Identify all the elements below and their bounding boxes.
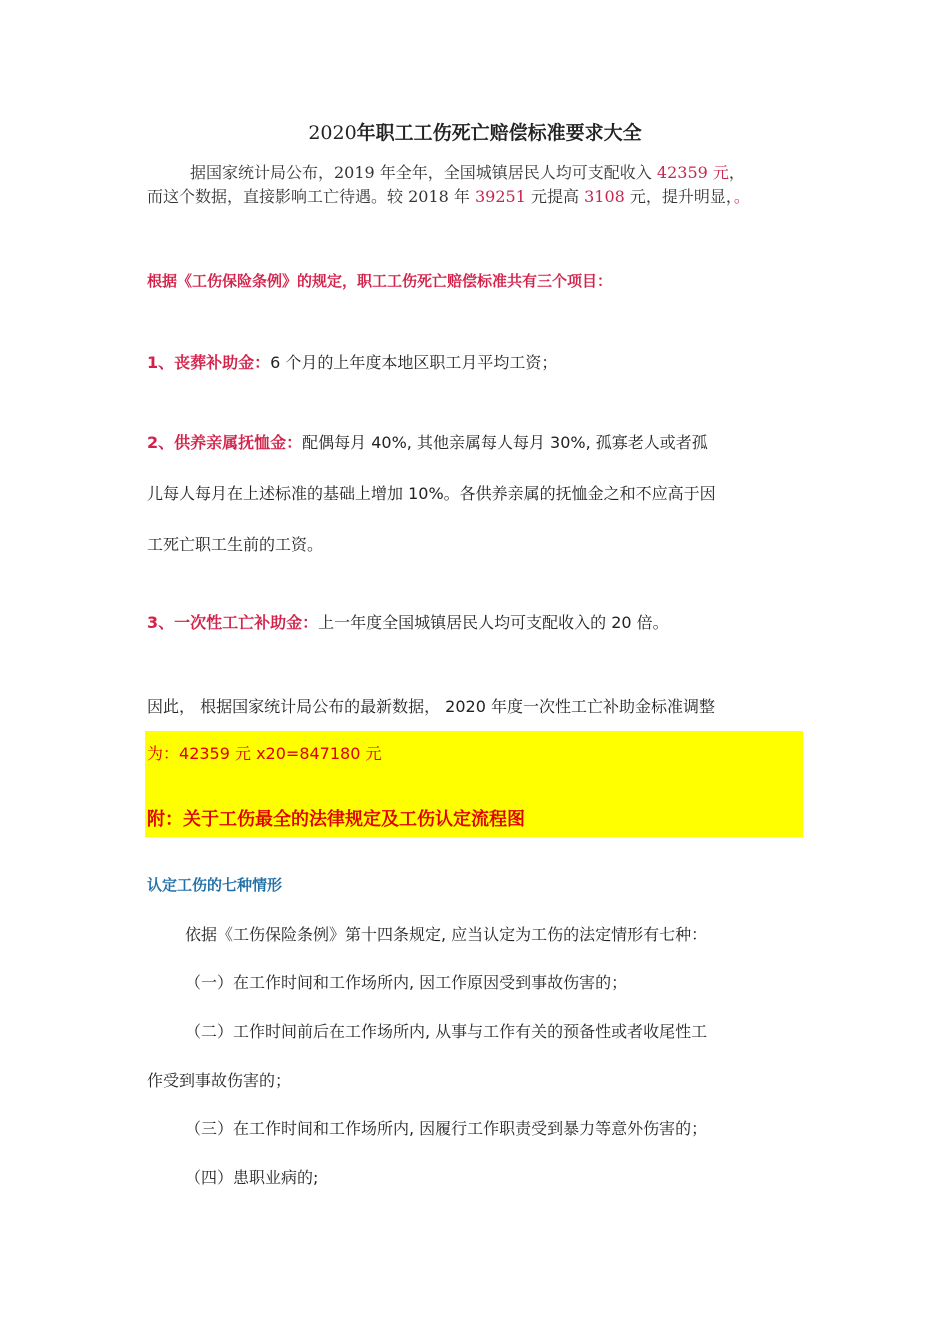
item-3-label: 3、一次性工亡补助金： [147, 613, 319, 632]
title-year: 2020 [308, 122, 357, 144]
cases-intro: 依据《工伤保险条例》第十四条规定, 应当认定为工伤的法定情形有七种： [185, 925, 708, 944]
case-3: （三）在工作时间和工作场所内, 因履行工作职责受到暴力等意外伤害的； [185, 1119, 708, 1138]
section-heading: 根据《工伤保险条例》的规定，职工工伤死亡赔偿标准共有三个项目： [147, 272, 613, 290]
item-1-text: 6 个月的上年度本地区职工月平均工资； [270, 353, 558, 372]
subheading: 认定工伤的七种情形 [147, 876, 283, 894]
intro-text: 元，提升明显， [624, 187, 734, 206]
case-2-line-1: （二）工作时间前后在工作场所内, 从事与工作有关的预备性或者收尾性工 [185, 1022, 708, 1041]
appendix-heading: 附：关于工伤最全的法律规定及工伤认定流程图 [147, 809, 525, 830]
case-2-line-2: 作受到事故伤害的； [147, 1071, 292, 1090]
conclusion-text: 因此， 根据国家统计局公布的最新数据， 2020 年度一次性工亡补助金标准调整 [147, 697, 715, 716]
intro-period: 。 [733, 187, 750, 206]
item-1-label: 1、丧葬补助金： [147, 353, 271, 372]
title-text: 年职工工伤死亡赔偿标准要求大全 [356, 122, 642, 144]
income-increase: 3108 [584, 187, 625, 206]
highlight-result [147, 741, 382, 764]
item-2-text: 配偶每月 40%, 其他亲属每人每月 30%, 孤寡老人或者孤 [302, 433, 708, 452]
case-1: （一）在工作时间和工作场所内, 因工作原因受到事故伤害的； [185, 973, 628, 992]
item-1 [147, 350, 557, 373]
intro-line-2 [147, 184, 750, 207]
income-2019: 42359 元 [656, 163, 729, 182]
page-title [0, 118, 950, 145]
intro-line-1 [190, 160, 745, 183]
result-prefix: 为： [147, 744, 180, 763]
intro-text: 而这个数据，直接影响工亡待遇。较 2018 年 [147, 187, 475, 206]
item-2-line-1 [147, 430, 708, 453]
intro-text: 元提高 [525, 187, 585, 206]
item-2-line-2: 儿每人每月在上述标准的基础上增加 10%。各供养亲属的抚恤金之和不应高于因 [147, 484, 716, 503]
case-4: （四）患职业病的; [185, 1168, 319, 1187]
item-2-line-3: 工死亡职工生前的工资。 [147, 535, 324, 554]
intro-text: ， [728, 163, 745, 182]
item-2-label: 2、供养亲属抚恤金： [147, 433, 303, 452]
income-2018: 39251 [474, 187, 526, 206]
item-3 [147, 610, 669, 633]
item-3-text: 上一年度全国城镇居民人均可支配收入的 20 倍。 [318, 613, 669, 632]
result-value: 42359 元 x20=847180 元 [179, 744, 382, 763]
intro-text: 据国家统计局公布，2019 年全年，全国城镇居民人均可支配收入 [190, 163, 657, 182]
